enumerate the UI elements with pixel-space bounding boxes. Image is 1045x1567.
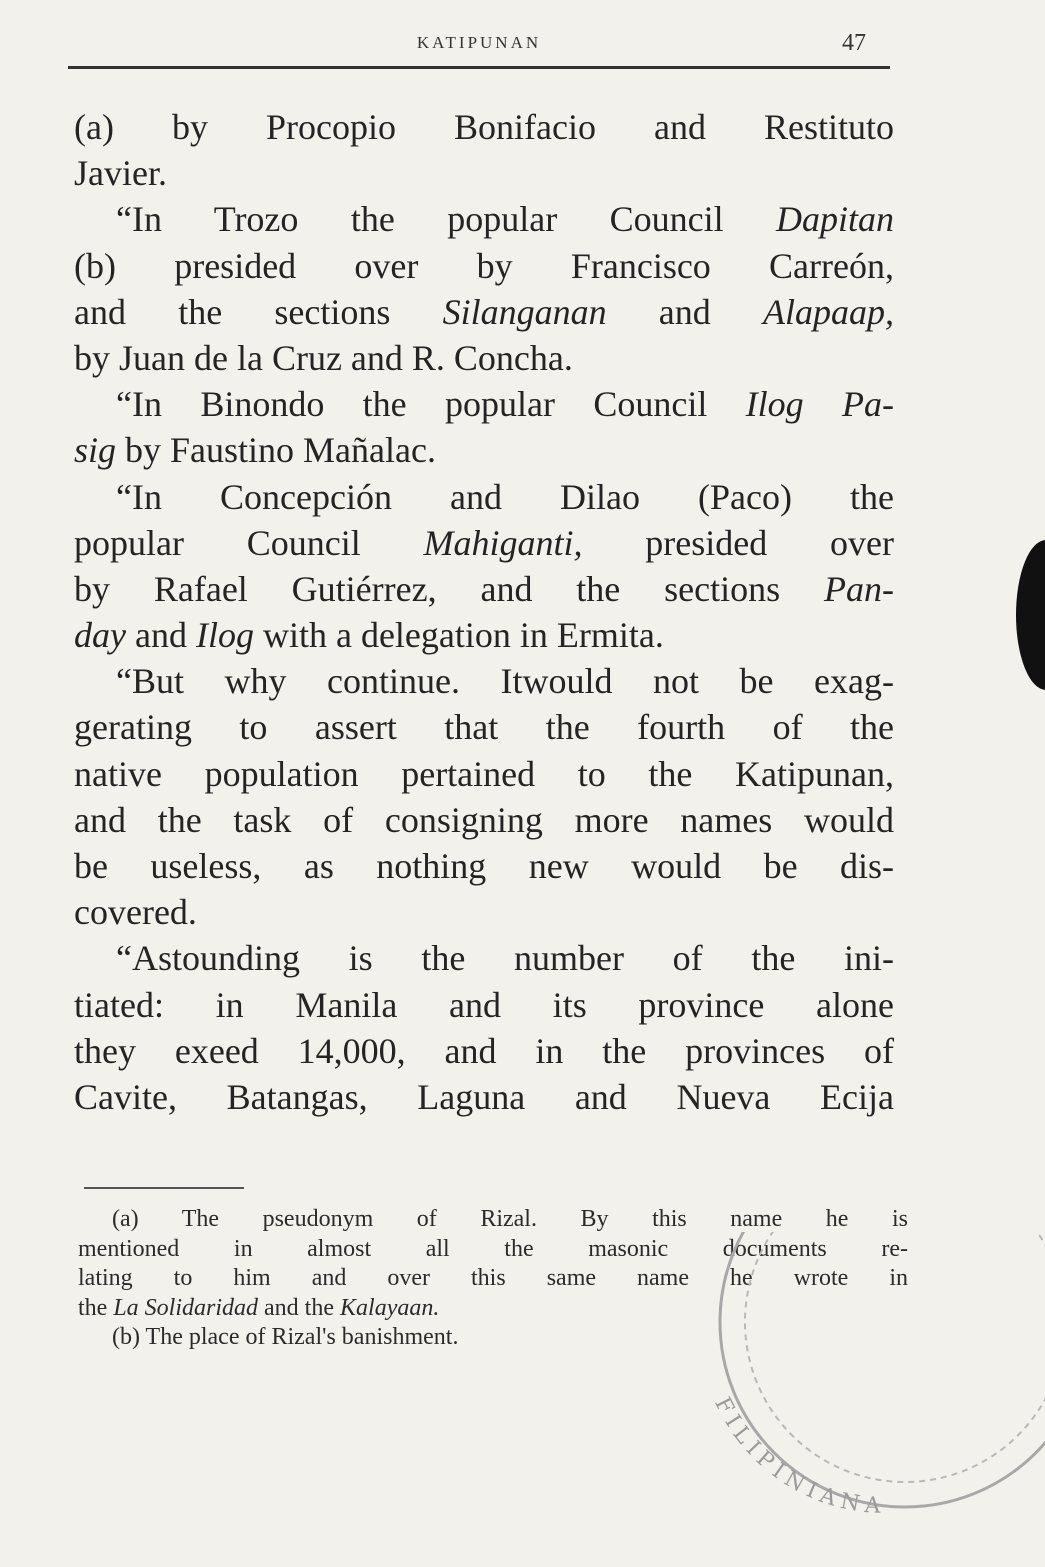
text-line: by Rafael Gutiérrez, and the sections Pan- (74, 568, 894, 609)
page-number: 47 (842, 30, 866, 56)
footnote-a: (a) The pseudonym of Rizal. By this name he is (112, 1206, 908, 1232)
text-line: tiated: in Manila and its province alone (74, 984, 894, 1025)
text-line: and the task of consigning more names would (74, 799, 894, 840)
running-head (68, 30, 890, 69)
text-line: popular Council Mahiganti, presided over (74, 522, 894, 563)
svg-text:FILIPINIANA (709, 1393, 887, 1519)
edge-blot (1016, 540, 1045, 690)
text-line: “But why continue. Itwould not be exag- (116, 661, 894, 702)
text-line: Javier. (74, 153, 167, 194)
text-line: gerating to assert that the fourth of the (74, 707, 894, 748)
text-line: (b) presided over by Francisco Carreón, (74, 245, 894, 286)
footnote-b: (b) The place of Rizal's banishment. (112, 1324, 459, 1350)
text-line: day and Ilog with a delegation in Ermita. (74, 615, 664, 656)
text-line: (a) by Procopio Bonifacio and Restituto (74, 107, 894, 147)
text-line: “In Concepción and Dilao (Paco) the (116, 476, 894, 517)
body-text (74, 104, 894, 1120)
text-line: and the sections Silanganan and Alapaap, (74, 291, 894, 332)
footnote-rule (84, 1187, 244, 1189)
running-title: KATIPUNAN (416, 33, 542, 52)
text-line: “In Binondo the popular Council Ilog Pa- (116, 384, 894, 425)
text-line: by Juan de la Cruz and R. Concha. (74, 337, 573, 378)
text-line: “Astounding is the number of the ini- (116, 938, 894, 979)
library-stamp (690, 1232, 1045, 1532)
text-line: Cavite, Batangas, Laguna and Nueva Ecija (74, 1076, 894, 1117)
text-line: covered. (74, 892, 197, 933)
footnote-line: lating to him and over this same name he wrote in (78, 1265, 908, 1291)
footnote-line: the La Solidaridad and the Kalayaan. (78, 1294, 440, 1321)
text-line: be useless, as nothing new would be dis- (74, 846, 894, 886)
text-line: they exeed 14,000, and in the provinces of (74, 1030, 894, 1071)
text-line: native population pertained to the Katipunan, (74, 753, 894, 794)
text-line: sig by Faustino Mañalac. (74, 430, 436, 471)
stamp-text: FILIPINIANA (709, 1393, 888, 1520)
text-line: “In Trozo the popular Council Dapitan (116, 199, 894, 240)
footnote-line: mentioned in almost all the masonic documents re- (78, 1235, 908, 1262)
